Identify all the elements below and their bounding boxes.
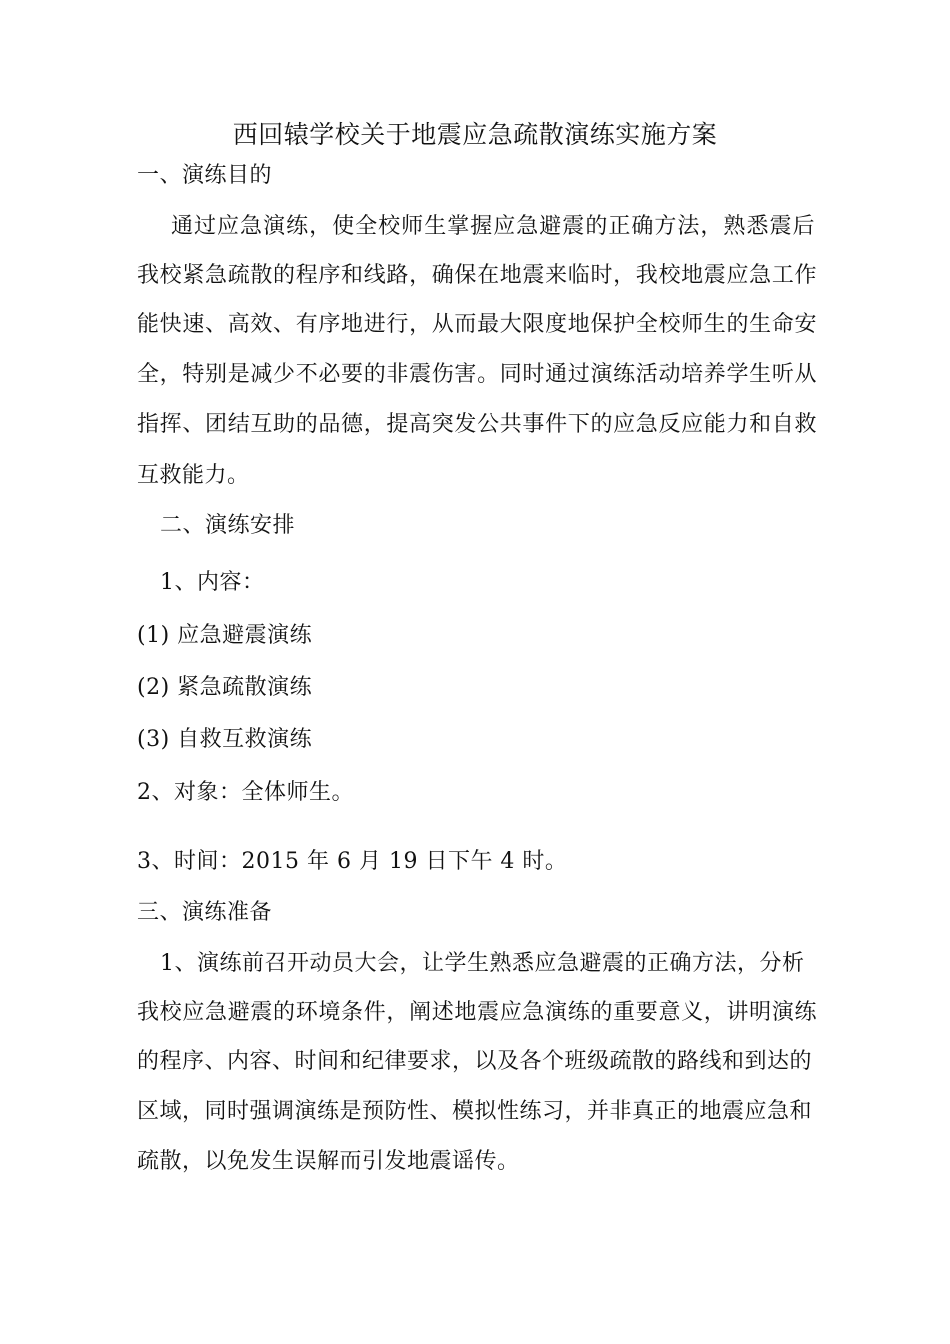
list-item-audience: 2、对象：全体师生。 [137,780,354,805]
paragraph-line: 1、演练前召开动员大会，让学生熟悉应急避震的正确方法，分析 [160,951,805,976]
sub-item-3: (3) 自救互救演练 [137,727,313,752]
section-heading-purpose: 一、演练目的 [137,163,273,188]
list-item-time: 3、时间：2015 年 6 月 19 日下午 4 时。 [137,849,568,874]
paragraph-line: 通过应急演练，使全校师生掌握应急避震的正确方法，熟悉震后 [171,214,815,239]
paragraph-line: 的程序、内容、时间和纪律要求，以及各个班级疏散的路线和到达的 [137,1049,813,1074]
paragraph-line: 我校应急避震的环境条件，阐述地震应急演练的重要意义，讲明演练 [137,1000,817,1025]
sub-item-2: (2) 紧急疏散演练 [137,675,313,700]
sub-item-1: (1) 应急避震演练 [137,623,313,648]
paragraph-line: 区域，同时强调演练是预防性、模拟性练习，并非真正的地震应急和 [137,1099,813,1124]
paragraph-line: 互救能力。 [137,463,250,488]
document-title: 西回辕学校关于地震应急疏散演练实施方案 [232,120,718,149]
section-heading-arrangement: 二、演练安排 [160,513,296,538]
list-item-content: 1、内容： [160,570,265,595]
paragraph-line: 我校紧急疏散的程序和线路，确保在地震来临时，我校地震应急工作 [137,263,817,288]
paragraph-line: 疏散，以免发生误解而引发地震谣传。 [137,1149,520,1174]
paragraph-line: 指挥、团结互助的品德，提高突发公共事件下的应急反应能力和自救 [137,412,817,437]
paragraph-line: 能快速、高效、有序地进行，从而最大限度地保护全校师生的生命安 [137,312,817,337]
section-heading-preparation: 三、演练准备 [137,900,273,925]
paragraph-line: 全，特别是减少不必要的非震伤害。同时通过演练活动培养学生听从 [137,362,817,387]
